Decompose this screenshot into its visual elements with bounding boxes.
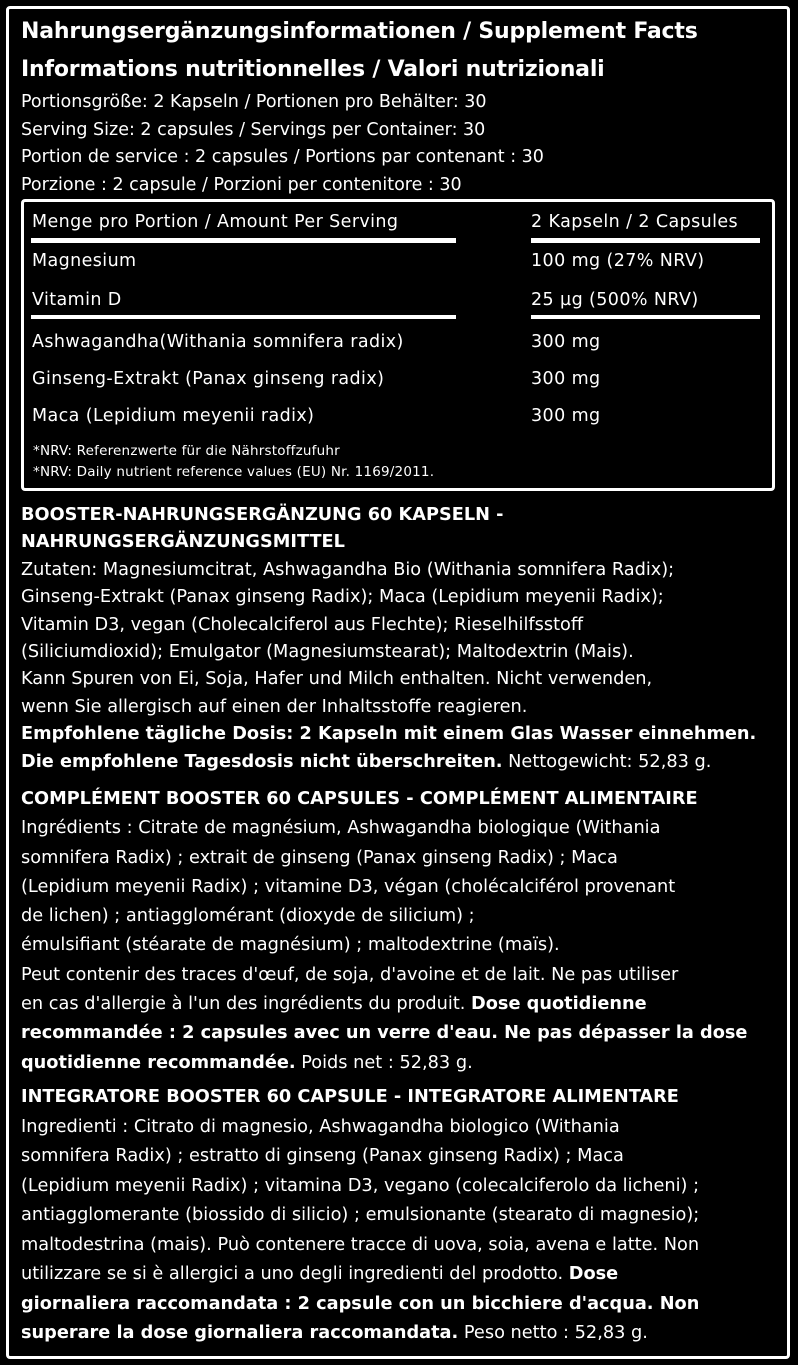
row-vitamin-d-name: Vitamin D xyxy=(32,290,122,310)
french-ingredients-line: émulsifiant (stéarate de magnésium) ; maltodextrine (maïs). xyxy=(21,935,560,956)
serving-line-fr: Portion de service : 2 capsules / Portions par contenant : 30 xyxy=(21,147,544,167)
row-maca-amount: 300 mg xyxy=(531,406,601,426)
french-allergen-line: Peut contenir des traces d'œuf, de soja, d'avoine et de lait. Ne pas utiliser xyxy=(21,964,679,985)
french-ingredients-line: de lichen) ; antiagglomérant (dioxyde de silicium) ; xyxy=(21,906,475,927)
german-ingredients-line: (Siliciumdioxid); Emulgator (Magnesiumstearat); Maltodextrin (Mais). xyxy=(21,642,634,663)
header-divider-right xyxy=(531,238,760,243)
italian-dosage-end-line xyxy=(21,1319,781,1349)
german-net-weight: Nettogewicht: 52,83 g. xyxy=(502,751,712,772)
german-title-line-2: NAHRUNGSERGÄNZUNGSMITTEL xyxy=(21,532,345,553)
french-section xyxy=(21,785,781,1078)
nrv-note-de: *NRV: Referenzwerte für die Nährstoffzufuhr xyxy=(33,443,340,459)
row-ashwagandha-name: Ashwagandha(Withania somnifera radix) xyxy=(32,332,404,352)
row-ginseng-amount: 300 mg xyxy=(531,369,601,389)
german-dosage-warning-bold: Die empfohlene Tagesdosis nicht überschreiten. xyxy=(21,751,503,772)
serving-line-it: Porzione : 2 capsule / Porzioni per contenitore : 30 xyxy=(21,174,462,195)
italian-ingredients-line: (Lepidium meyenii Radix) ; vitamina D3, vegano (colecalciferolo da licheni) ; xyxy=(21,1175,700,1196)
french-allergen-text: en cas d'allergie à l'un des ingrédients du produit. xyxy=(21,994,472,1015)
row-magnesium-amount: 100 mg (27% NRV) xyxy=(531,251,705,271)
title-line-2: Informations nutritionnelles / Valori nutrizionali xyxy=(21,57,605,82)
table-header-amount-per-serving: Menge pro Portion / Amount Per Serving xyxy=(32,212,399,232)
italian-allergen-text: utilizzare se si è allergici a uno degli ingredienti del prodotto. xyxy=(21,1264,569,1284)
row-magnesium-name: Magnesium xyxy=(32,251,137,271)
row-vitamin-d-amount: 25 µg (500% NRV) xyxy=(531,290,699,310)
italian-section xyxy=(21,1083,781,1349)
serving-info xyxy=(21,89,544,199)
german-allergen-line: Kann Spuren von Ei, Soja, Hafer und Milch enthalten. Nicht verwenden, xyxy=(21,669,653,690)
italian-dosage-line: giornaliera raccomandata : 2 capsule con un bicchiere d'acqua. Non xyxy=(21,1293,700,1314)
italian-dose-start: Dose xyxy=(568,1264,619,1284)
french-dosage-end-line xyxy=(21,1049,781,1078)
serving-line-de: Portionsgröße: 2 Kapseln / Portionen pro Behälter: 30 xyxy=(21,92,487,112)
vitamin-divider-left xyxy=(31,315,456,319)
header-divider-left xyxy=(31,238,456,243)
italian-title: INTEGRATORE BOOSTER 60 CAPSULE - INTEGRATORE ALIMENTARE xyxy=(21,1087,679,1107)
german-allergen-line: wenn Sie allergisch auf einen der Inhaltsstoffe reagieren. xyxy=(21,696,528,717)
italian-ingredients-line: antiagglomerante (biossido di silicio) ; emulsionante (stearato di magnesio); xyxy=(21,1205,700,1225)
serving-line-en: Serving Size: 2 capsules / Servings per Container: 30 xyxy=(21,119,486,140)
french-ingredients-line: somnifera Radix) ; extrait de ginseng (Panax ginseng Radix) ; Maca xyxy=(21,847,618,868)
french-dose-start: Dose quotidienne xyxy=(471,994,647,1015)
row-ginseng-name: Ginseng-Extrakt (Panax ginseng radix) xyxy=(32,369,385,389)
german-title-line-1: BOOSTER-NAHRUNGSERGÄNZUNG 60 KAPSELN - xyxy=(21,505,504,525)
german-section xyxy=(21,502,781,776)
vitamin-divider-right xyxy=(531,315,760,319)
italian-ingredients-line: somnifera Radix) ; estratto di ginseng (Panax ginseng Radix) ; Maca xyxy=(21,1146,624,1166)
row-ashwagandha-amount: 300 mg xyxy=(531,332,601,352)
italian-ingredients-line: Ingredienti : Citrato di magnesio, Ashwagandha biologico (Withania xyxy=(21,1116,620,1137)
german-ingredients-line: Zutaten: Magnesiumcitrat, Ashwagandha Bio (Withania somnifera Radix); xyxy=(21,559,675,580)
german-dosage-warning xyxy=(21,749,781,776)
table-header-capsules: 2 Kapseln / 2 Capsules xyxy=(531,212,739,232)
italian-allergen-dose-line xyxy=(21,1260,781,1290)
row-maca-name: Maca (Lepidium meyenii radix) xyxy=(32,406,315,426)
italian-dosage-end: superare la dose giornaliera raccomandata. xyxy=(21,1323,459,1343)
title-line-1: Nahrungsergänzungsinformationen / Supplement Facts xyxy=(21,19,698,44)
supplement-facts-table xyxy=(21,199,775,491)
french-dosage-end: quotidienne recommandée. xyxy=(21,1052,296,1073)
french-net-weight: Poids net : 52,83 g. xyxy=(295,1052,473,1073)
french-dosage-line: recommandée : 2 capsules avec un verre d'eau. Ne pas dépasser la dose xyxy=(21,1023,748,1044)
french-ingredients-line: Ingrédients : Citrate de magnésium, Ashwagandha biologique (Withania xyxy=(21,818,661,839)
german-ingredients-line: Vitamin D3, vegan (Cholecalciferol aus Flechte); Rieselhilfsstoff xyxy=(21,614,584,635)
italian-net-weight: Peso netto : 52,83 g. xyxy=(458,1323,648,1343)
french-title: COMPLÉMENT BOOSTER 60 CAPSULES - COMPLÉMENT ALIMENTAIRE xyxy=(21,789,698,809)
french-allergen-dose-line xyxy=(21,990,781,1019)
german-dosage-line: Empfohlene tägliche Dosis: 2 Kapseln mit einem Glas Wasser einnehmen. xyxy=(21,724,757,745)
italian-ingredients-line: maltodestrina (mais). Può contenere tracce di uova, soia, avena e latte. Non xyxy=(21,1234,700,1255)
nrv-note-en: *NRV: Daily nutrient reference values (EU) Nr. 1169/2011. xyxy=(33,464,435,480)
german-ingredients-line: Ginseng-Extrakt (Panax ginseng Radix); Maca (Lepidium meyenii Radix); xyxy=(21,587,664,608)
french-ingredients-line: (Lepidium meyenii Radix) ; vitamine D3, végan (cholécalciférol provenant xyxy=(21,876,676,897)
